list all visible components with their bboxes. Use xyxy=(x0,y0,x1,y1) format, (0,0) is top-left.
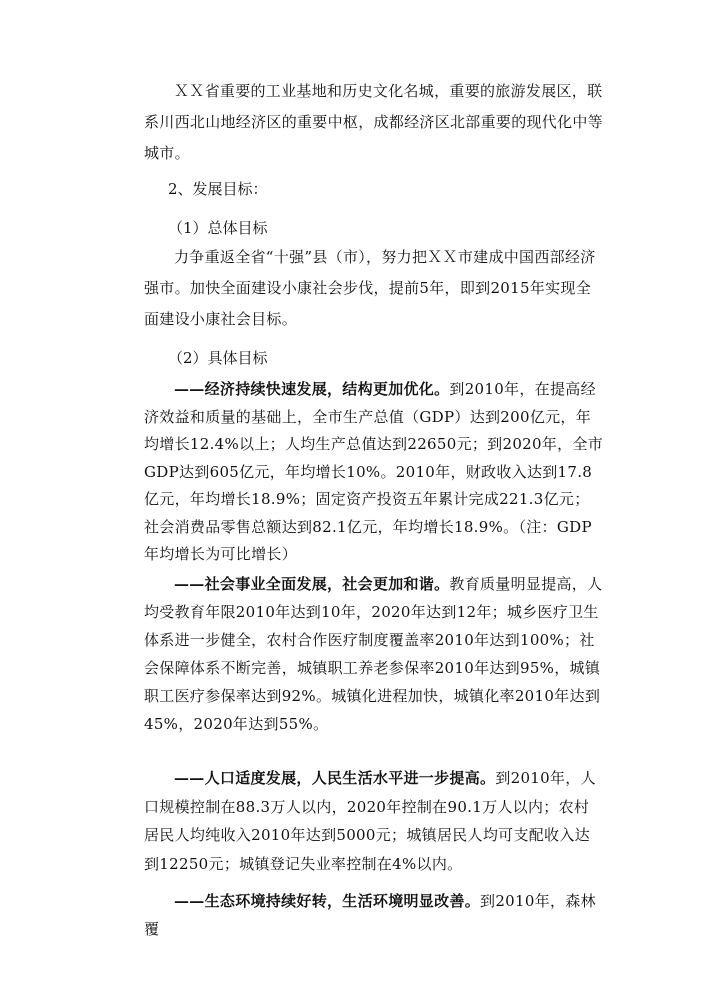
overall-goal-text: 力争重返全省“十强”县（市），努力把ＸＸ市建成中国西部经济强市。加快全面建设小康社会步伐，提前5年，即到2015年实现全面建设小康社会目标。 xyxy=(144,248,596,328)
goals-heading: 2、发展目标： xyxy=(168,180,268,198)
ecology-text: 到2010年，森林覆 xyxy=(144,892,596,938)
ecology-paragraph xyxy=(144,887,604,943)
economy-lead: ——经济持续快速发展，结构更加优化。 xyxy=(174,380,450,398)
intro-paragraph xyxy=(144,76,604,169)
population-paragraph xyxy=(144,764,604,878)
society-lead: ——社会事业全面发展，社会更加和谐。 xyxy=(174,575,450,593)
specific-goal-heading: （2）具体目标 xyxy=(168,349,268,367)
economy-text: 到2010年，在提高经济效益和质量的基础上，全市生产总值（GDP）达到200亿元，年均增长12.4%以上；人均生产总值达到22650元；到2020年，全市GDP达到605亿元，年均增长10%。2010年，财政收入达到17.8亿元，年均增长18.9%；固定资产投资五年累计完成221.3亿元；社会消费品零售总额达到82.1亿元，年均增长18.9%。（注：GDP年均增长为可比增长） xyxy=(144,380,604,563)
society-text: 教育质量明显提高，人均受教育年限2010年达到10年，2020年达到12年；城乡医疗卫生体系进一步健全，农村合作医疗制度覆盖率2010年达到100%；社会保障体系不断完善，城镇职工养老参保率2010年达到95%，城镇职工医疗参保率达到92%。城镇化进程加快，城镇化率2010年达到45%，2020年达到55%。 xyxy=(144,575,603,733)
ecology-lead: ——生态环境持续好转，生活环境明显改善。 xyxy=(174,892,481,910)
population-lead: ——人口适度发展，人民生活水平进一步提高。 xyxy=(174,769,496,787)
intro-text: ＸＸ省重要的工业基地和历史文化名城，重要的旅游发展区，联系川西北山地经济区的重要中枢，成都经济区北部重要的现代化中等城市。 xyxy=(144,82,604,162)
population-text: 到2010年，人口规模控制在88.3万人以内，2020年控制在90.1万人以内；农村居民人均纯收入2010年达到5000元；城镇居民人均可支配收入达到12250元；城镇登记失业率控制在4%以内。 xyxy=(144,769,596,873)
overall-goal-heading: （1）总体目标 xyxy=(168,219,268,237)
overall-goal-paragraph xyxy=(144,242,604,335)
society-paragraph xyxy=(144,570,604,738)
economy-paragraph xyxy=(144,376,604,569)
